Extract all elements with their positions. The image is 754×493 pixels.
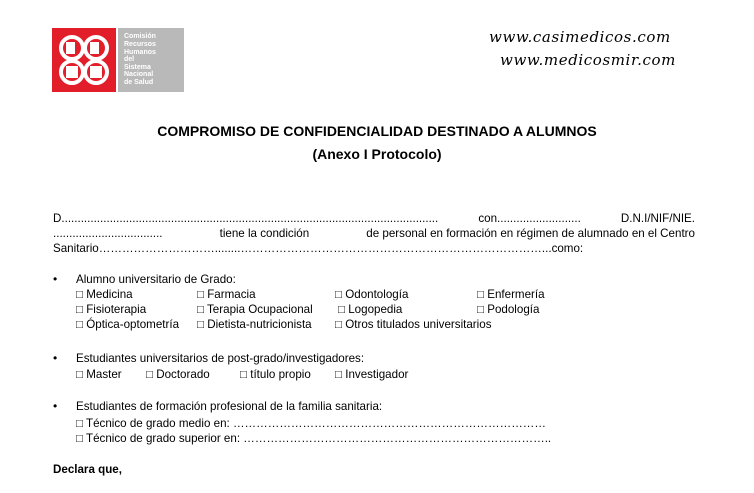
grado-title: Alumno universitario de Grado: [76, 273, 236, 286]
rrhh-logo-icon [52, 28, 116, 92]
checkbox-dietista[interactable]: □ Dietista-nutricionista [197, 318, 312, 331]
bullet-grado: • [53, 272, 58, 286]
logo-text: Comisión Recursos Humanos del Sistema Nacional de Salud [124, 33, 156, 86]
intro-line-1 [53, 212, 695, 225]
bullet-fp: • [53, 399, 58, 413]
dni-label: D.N.I/NIF/NIE. [620, 212, 695, 225]
checkbox-optica[interactable]: □ Óptica-optometría [76, 318, 180, 331]
checkbox-podologia[interactable]: □ Podología [477, 303, 540, 316]
checkbox-farmacia[interactable]: □ Farmacia [197, 288, 256, 301]
bullet-postgrado: • [53, 351, 58, 365]
website-medicosmir: www.medicosmir.com [500, 51, 676, 69]
checkbox-odontologia[interactable]: □ Odontología [335, 288, 409, 301]
checkbox-logopedia[interactable]: □ Logopedia [338, 303, 403, 316]
checkbox-investigador[interactable]: □ Investigador [335, 368, 409, 381]
checkbox-titulo-propio[interactable]: □ título propio [240, 368, 311, 381]
con-field-line: con.......................... [478, 212, 581, 225]
checkbox-otros-titulados[interactable]: □ Otros titulados universitarios [335, 318, 492, 331]
logo [52, 28, 184, 92]
name-field-line: D..................................................................................................................... [53, 212, 439, 225]
document-title: COMPROMISO DE CONFIDENCIALIDAD DESTINADO A ALUMNOS [157, 123, 597, 139]
checkbox-medicina[interactable]: □ Medicina [76, 288, 133, 301]
checkbox-fisioterapia[interactable]: □ Fisioterapia [76, 303, 147, 316]
fp-title: Estudiantes de formación profesional de la familia sanitaria: [76, 400, 383, 413]
document-subtitle: (Anexo I Protocolo) [312, 146, 442, 162]
declara-heading: Declara que, [53, 463, 122, 476]
condition-text: tiene la condición [219, 227, 310, 240]
checkbox-terapia-ocupacional[interactable]: □ Terapia Ocupacional [197, 303, 313, 316]
intro-line-2 [53, 227, 695, 240]
checkbox-master[interactable]: □ Master [76, 368, 122, 381]
checkbox-tecnico-superior[interactable]: □ Técnico de grado superior en: …………………………………………………………………….. [76, 432, 552, 445]
intro-line-3: Sanitario…………………………........……………………………………………………………………...como: [53, 242, 584, 255]
logo-mark [52, 28, 116, 92]
checkbox-doctorado[interactable]: □ Doctorado [146, 368, 210, 381]
website-casimedicos: www.casimedicos.com [489, 28, 671, 46]
postgrado-title: Estudiantes universitarios de post-grado/investigadores: [76, 352, 365, 365]
dni-field-line: .................................. [53, 227, 163, 240]
logo-text-box [118, 28, 184, 92]
checkbox-enfermeria[interactable]: □ Enfermería [477, 288, 545, 301]
checkbox-tecnico-medio[interactable]: □ Técnico de grado medio en: ……………………………………………………………………… [76, 417, 546, 430]
condition-text-2: de personal en formación en régimen de alumnado en el Centro [366, 227, 695, 240]
